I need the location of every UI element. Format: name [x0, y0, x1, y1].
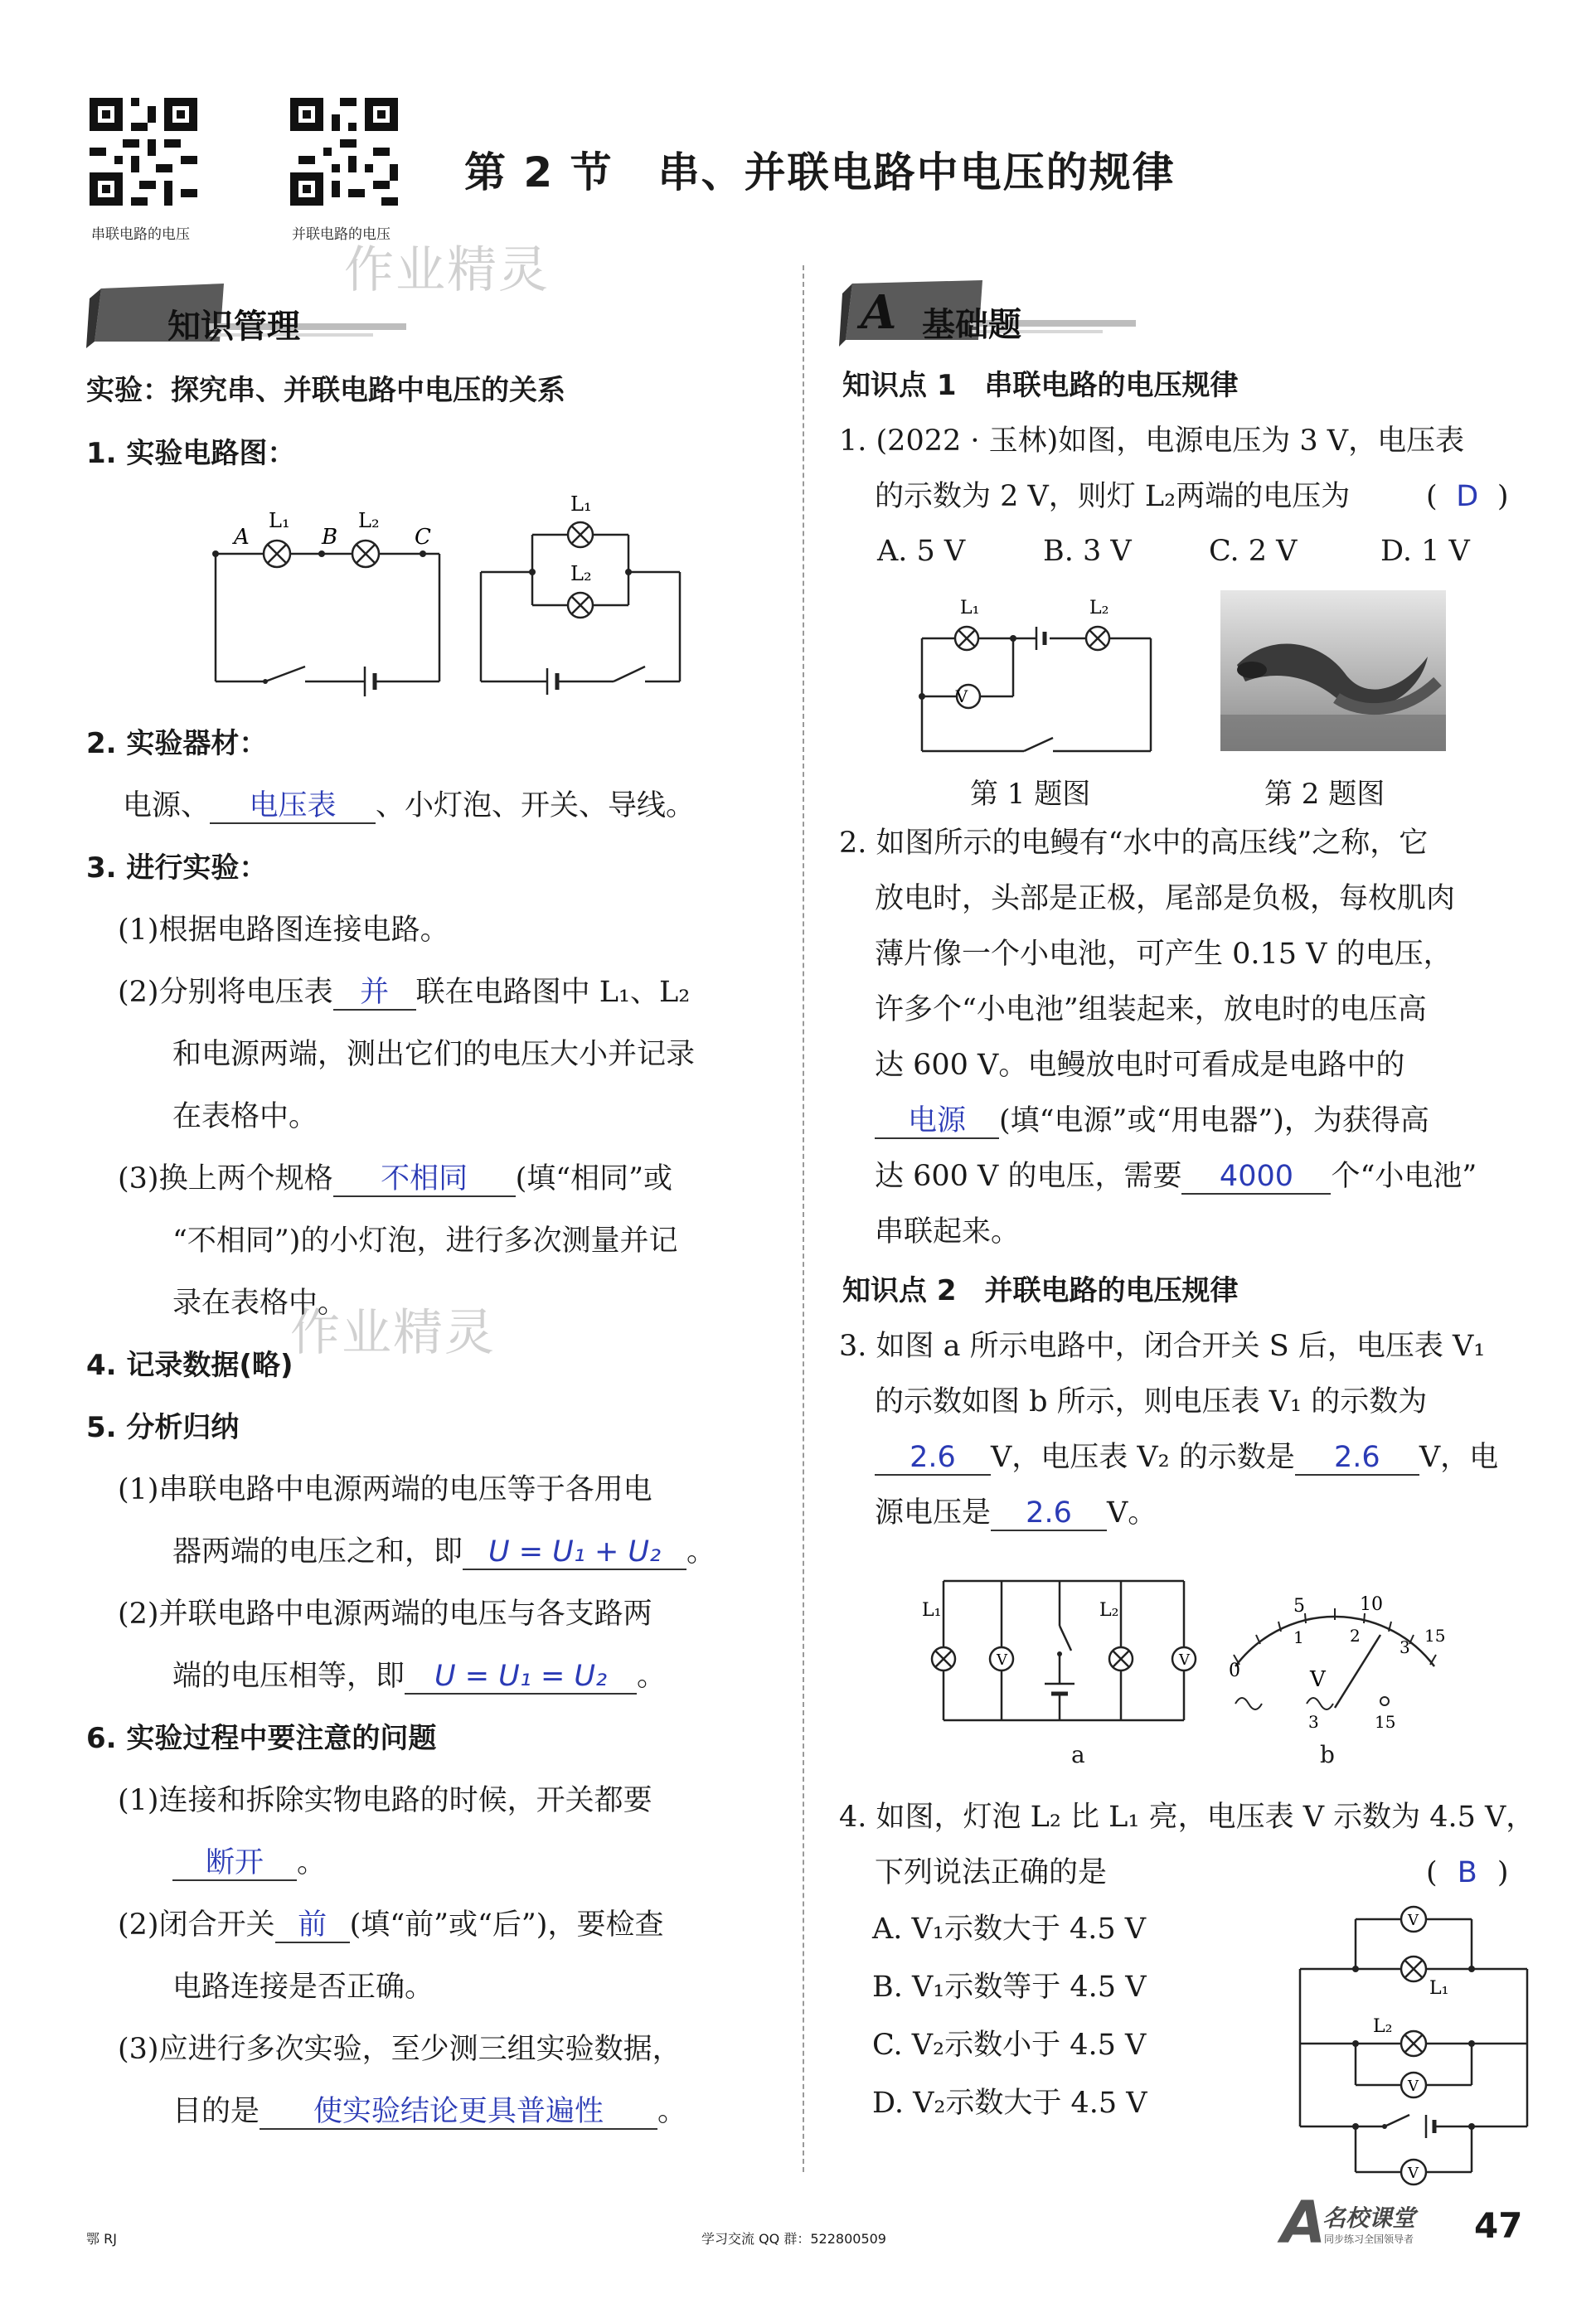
- q1-option-b: B. 3 V: [1043, 535, 1132, 568]
- q3-line3: 2.6 V，电压表 V₂ 的示数是 2.6 V，电: [875, 1443, 1498, 1476]
- step-5-1-line2: 器两端的电压之和，即 U = U₁ + U₂ 。: [172, 1535, 716, 1569]
- banner-basic: [837, 279, 1136, 344]
- step-6-3-line2: 目的是 使实验结论更具普遍性 。: [172, 2095, 687, 2128]
- circuit-label-a: A: [234, 525, 250, 550]
- answer-blank[interactable]: 2.6: [1295, 1443, 1419, 1476]
- q3-line4: 源电压是 2.6 V。: [875, 1496, 1157, 1530]
- q1-line2: 的示数为 2 V，则灯 L₂两端的电压为: [875, 480, 1351, 513]
- step-2-text: 电源、 电压表 、小灯泡、开关、导线。: [123, 789, 696, 822]
- q4-circuit-diagram: [1293, 1903, 1542, 2193]
- answer-blank[interactable]: U = U₁ = U₂: [405, 1662, 637, 1695]
- answer-blank[interactable]: 电压表: [210, 792, 376, 824]
- circuit-label-c: C: [415, 525, 431, 550]
- q3-circuit-diagram: [919, 1571, 1201, 1729]
- q4-option-a: A. V₁示数大于 4.5 V: [872, 1913, 1147, 1946]
- step-5-2: (2)并联电路中电源两端的电压与各支路两: [118, 1598, 652, 1631]
- voltmeter-label: V: [955, 686, 968, 706]
- circuit-label-b: B: [322, 525, 338, 550]
- qr-caption-series: 串联电路的电压: [91, 226, 190, 243]
- q1-option-a: A. 5 V: [877, 535, 966, 568]
- circuit-label-l2: L₂: [1089, 598, 1109, 618]
- fig1-caption: 第 1 题图: [970, 778, 1091, 811]
- q3-line1: 3. 如图 a 所示电路中，闭合开关 S 后，电压表 V₁: [839, 1330, 1486, 1363]
- qr-code-parallel[interactable]: [290, 98, 398, 206]
- voltmeter-label: V: [1408, 2078, 1419, 2095]
- choice-answer[interactable]: D: [1456, 480, 1479, 513]
- fig3b-caption: b: [1320, 1741, 1335, 1768]
- banner-title: 基础题: [922, 306, 1021, 344]
- step-6-1-line2: 断开 。: [172, 1849, 326, 1881]
- q2-line4: 许多个“小电池”组装起来，放电时的电压高: [875, 993, 1427, 1026]
- meter-tick-1: 1: [1293, 1627, 1304, 1647]
- q2-line7: 达 600 V 的电压，需要 4000 个“小电池”: [875, 1160, 1477, 1193]
- circuit-label-l1: L₁: [1429, 1978, 1449, 1999]
- q2-line8: 串联起来。: [875, 1215, 1021, 1249]
- voltmeter-label: V: [1408, 2165, 1419, 2182]
- qr-code-series[interactable]: [90, 98, 197, 206]
- step-3-2-line2: 和电源两端，测出它们的电压大小并记录: [172, 1038, 696, 1071]
- step-6-2-line2: 电路连接是否正确。: [172, 1971, 434, 2004]
- step-3-heading: 3. 进行实验：: [86, 851, 268, 885]
- q4-answer: ( B ): [1426, 1856, 1509, 1889]
- q2-line3: 薄片像一个小电池，可产生 0.15 V 的电压，: [875, 938, 1453, 971]
- meter-tick-10: 10: [1360, 1594, 1383, 1615]
- watermark: 作业精灵: [344, 241, 550, 299]
- step-6-heading: 6. 实验过程中要注意的问题: [86, 1722, 437, 1755]
- voltmeter-label: V: [1408, 1912, 1419, 1929]
- circuit-label-l1: L₁: [922, 1600, 942, 1621]
- banner-letter: A: [861, 285, 897, 340]
- meter-terminal-3: 3: [1308, 1712, 1319, 1732]
- q1-option-d: D. 1 V: [1380, 535, 1470, 568]
- q2-line5: 达 600 V。电鳗放电时可看成是电路中的: [875, 1049, 1405, 1082]
- answer-blank[interactable]: 前: [275, 1911, 350, 1943]
- footer-edition: 鄂 RJ: [86, 2231, 117, 2247]
- step-3-2: (2)分别将电压表 并 联在电路图中 L₁、L₂: [118, 976, 691, 1009]
- step-5-1: (1)串联电路中电源两端的电压等于各用电: [118, 1473, 652, 1506]
- meter-tick-5: 5: [1293, 1596, 1305, 1617]
- answer-blank[interactable]: 并: [333, 978, 416, 1011]
- q3-line2: 的示数如图 b 所示，则电压表 V₁ 的示数为: [875, 1385, 1428, 1418]
- page-number: 47: [1474, 2205, 1523, 2246]
- voltmeter-label: V: [997, 1651, 1007, 1669]
- q4-option-b: B. V₁示数等于 4.5 V: [872, 1971, 1147, 2004]
- circuit-label-l2: L₂: [1373, 2016, 1393, 2037]
- step-3-2-line3: 在表格中。: [172, 1100, 318, 1133]
- step-2-heading: 2. 实验器材：: [86, 727, 268, 760]
- q2-line1: 2. 如图所示的电鳗有“水中的高压线”之称，它: [839, 827, 1429, 860]
- meter-tick-3: 3: [1400, 1637, 1410, 1657]
- q2-line6: 电源 (填“电源”或“用电器”)，为获得高: [875, 1107, 1429, 1139]
- step-3-3-line3: 录在表格中。: [172, 1287, 347, 1320]
- meter-tick-2: 2: [1350, 1626, 1361, 1646]
- step-6-3: (3)应进行多次实验，至少测三组实验数据，: [118, 2033, 682, 2066]
- circuit-label-l2: L₂: [358, 509, 380, 532]
- page-title: [464, 139, 1176, 199]
- q4-line1: 4. 如图，灯泡 L₂ 比 L₁ 亮，电压表 V 示数为 4.5 V，: [839, 1801, 1535, 1834]
- step-3-3: (3)换上两个规格 不相同 (填“相同”或: [118, 1162, 673, 1195]
- choice-answer[interactable]: B: [1457, 1856, 1477, 1889]
- q3-voltmeter-dial: [1210, 1559, 1459, 1733]
- meter-tick-15: 15: [1424, 1626, 1446, 1646]
- q1-answer: ( D ): [1426, 480, 1509, 513]
- series-circuit-diagram: [199, 497, 448, 696]
- meter-terminal-15: 15: [1375, 1712, 1396, 1732]
- answer-blank[interactable]: 2.6: [991, 1499, 1107, 1531]
- banner-title: 知识管理: [167, 308, 300, 346]
- answer-blank[interactable]: 断开: [172, 1849, 297, 1881]
- fig2-caption: 第 2 题图: [1264, 778, 1385, 811]
- q4-option-c: C. V₂示数小于 4.5 V: [872, 2029, 1147, 2062]
- knowledge-point-2: 知识点 2 并联电路的电压规律: [842, 1274, 1239, 1307]
- circuit-label-l1: L₁: [570, 492, 592, 516]
- step-6-1: (1)连接和拆除实物电路的时候，开关都要: [118, 1784, 652, 1817]
- circuit-label-l2: L₂: [570, 562, 592, 585]
- voltmeter-label: V: [1179, 1651, 1190, 1669]
- fig3a-caption: a: [1071, 1741, 1085, 1768]
- parallel-circuit-diagram: [473, 489, 696, 696]
- answer-blank[interactable]: 不相同: [333, 1165, 516, 1197]
- step-4-heading: 4. 记录数据(略): [86, 1349, 293, 1382]
- knowledge-point-1: 知识点 1 串联电路的电压规律: [842, 369, 1239, 402]
- step-1-heading: 1. 实验电路图：: [86, 437, 296, 470]
- circuit-label-l2: L₂: [1099, 1600, 1119, 1621]
- q4-line2: 下列说法正确的是: [875, 1856, 1108, 1889]
- q4-option-d: D. V₂示数大于 4.5 V: [872, 2087, 1147, 2120]
- brand-subtitle: 同步练习全国领导者: [1324, 2233, 1414, 2245]
- experiment-heading: 实验：探究串、并联电路中电压的关系: [86, 374, 565, 407]
- footer-qq-group: 学习交流 QQ 群：522800509: [701, 2231, 886, 2247]
- circuit-label-l1: L₁: [269, 509, 290, 532]
- answer-blank[interactable]: 4000: [1181, 1162, 1331, 1195]
- step-5-heading: 5. 分析归纳: [86, 1411, 240, 1444]
- step-3-3-line2: “不相同”)的小灯泡，进行多次测量并记: [172, 1224, 678, 1258]
- brand-logo: A 名校课堂 同步练习全国领导者: [1281, 2189, 1416, 2257]
- meter-tick-0: 0: [1229, 1661, 1240, 1681]
- q1-circuit-diagram: [912, 589, 1161, 763]
- q2-line2: 放电时，头部是正极，尾部是负极，每枚肌肉: [875, 882, 1456, 915]
- column-divider: [803, 265, 804, 2172]
- answer-blank[interactable]: 2.6: [875, 1443, 991, 1476]
- electric-eel-photo: [1220, 590, 1446, 751]
- answer-blank[interactable]: U = U₁ + U₂: [463, 1538, 686, 1570]
- banner-knowledge: [83, 282, 406, 346]
- step-6-2: (2)闭合开关 前 (填“前”或“后”)，要检查: [118, 1908, 664, 1942]
- step-5-2-line2: 端的电压相等，即 U = U₁ = U₂ 。: [172, 1660, 667, 1693]
- meter-unit: V: [1310, 1667, 1326, 1692]
- circuit-label-l1: L₁: [960, 598, 980, 618]
- q1-line1: 1. (2022 · 玉林)如图，电源电压为 3 V，电压表: [839, 424, 1465, 458]
- section-number: 第 2 节: [464, 148, 614, 196]
- section-title: 串、并联电路中电压的规律: [657, 148, 1176, 196]
- watermark: 作业精灵: [290, 1304, 496, 1362]
- brand-name: 名校课堂: [1322, 2204, 1416, 2232]
- answer-blank[interactable]: 使实验结论更具普遍性: [260, 2097, 657, 2130]
- answer-blank[interactable]: 电源: [875, 1107, 999, 1139]
- q1-option-c: C. 2 V: [1209, 535, 1298, 568]
- qr-caption-parallel: 并联电路的电压: [292, 226, 391, 243]
- step-3-1: (1)根据电路图连接电路。: [118, 914, 449, 947]
